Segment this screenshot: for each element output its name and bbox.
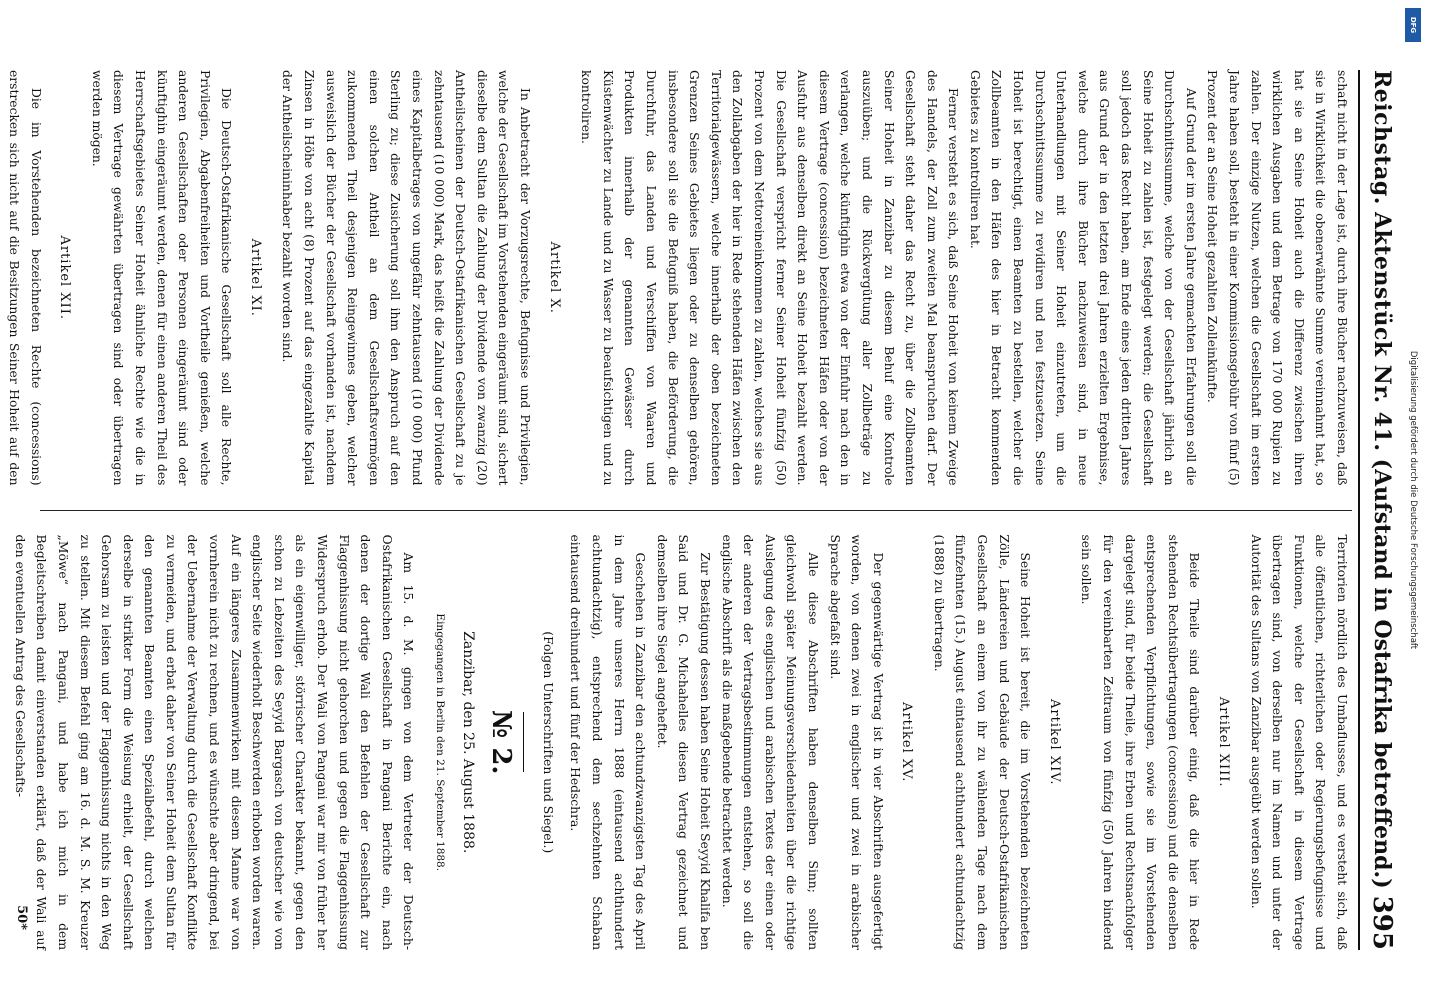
article-text: Die Deutsch-Ostafrikanische Gesellschaft soll alle Rechte, Privilegien, Abgabenfreiheiten und Vortheile genießen, welche anderen Gesellschaften oder Personen eingeräumt sind oder künftighin eingeräumt werden, denen für einen anderen Theil des Herrschaftsgebietes Seiner Hoheit ähnliche Rechte wie die in diesem Vertrage gewährten übertragen sind oder übertragen werden mögen.	[89, 70, 234, 486]
dfg-funding-text: Digitalisierung gefördert durch die Deutsche Forschungsgemeinschaft	[1408, 350, 1418, 650]
place-date: Zanzibar, den 25. August 1888.	[459, 631, 476, 854]
column-divider	[40, 510, 1352, 511]
right-paragraph: Territorien nördlich des Umbaflusses, und es versteht sich, daß alle öffentlichen, richterlichen oder Regierungsbefugnisse und Funktionen, welche der Gesellschaft in diesem Vertrage übertragen sind, von derselben nur im Namen und unter der Autorität des Sultans von Zanzibar ausgeübt werden sollen.	[1248, 534, 1349, 950]
article-heading: Artikel XII.	[57, 235, 73, 320]
page-number: 395	[1367, 895, 1397, 950]
article-heading: Artikel XIV.	[1046, 699, 1062, 786]
article-text: Seine Hoheit ist bereit, die im Vorstehenden bezeichneten Zölle, Ländereien und Gebäude der Deutsch-Ostafrikanischen Gesellschaft an einem von ihr zu wählenden Tage nach dem fünfzehnten (15.) August eintausend achthundert achtundachtzig (1888) zu übertragen.	[931, 534, 1033, 950]
article-heading: Artikel XV.	[899, 702, 915, 783]
article-text: Der gegenwärtige Vertrag ist in vier Abschriften ausgefertigt worden, von denen zwei in englischer und zwei in arabischer Sprache abgefaßt sind.	[827, 534, 885, 950]
text-columns	[6, 70, 1352, 950]
left-paragraph: schaft nicht in der Lage ist, durch ihre Bücher nachzuweisen, daß sie in Wirklichkeit die obenerwähnte Summe vereinnahmt hat, so hat sie an Seine Hoheit auch die Differenz zwischen ihren wirklichen Ausgaben und dem Betrage von 170 000 Rupien zu zahlen. Der einzige Nutzen, welchen die Gesellschaft im ersten Jahre haben soll, besteht in einer Kommissionsgebühr von fünf (5) Prozent der an Seine Hoheit gezahlten Zolleinkünfte.	[1205, 70, 1349, 486]
right-column	[12, 534, 1352, 951]
signature-mark: 50*	[14, 905, 29, 930]
separator-line	[523, 712, 524, 772]
article-text: Die im Vorstehenden bezeichneten Rechte (concessions) erstrecken sich nicht auf die Besitzungen Seiner Hoheit auf den	[6, 70, 43, 486]
dfg-logo-icon	[1405, 8, 1421, 42]
left-paragraph: Auf Grund der im ersten Jahre gemachten Erfahrungen soll die Durchschnittssumme, welche von der Gesellschaft jährlich an Seine Hoheit zu zahlen ist, festgelegt werden; die Gesellschaft soll jedoch das Recht haben, am Ende eines jeden dritten Jahres aus Grund der in den letzten drei Jahren erzielten Ergebnisse, welche durch ihre Bücher nachzuweisen sind, in neue Unterhandlungen mit Seiner Hoheit einzutreten, um die Durchschnittssumme zu revidiren und neu festzusetzen. Seine Hoheit ist berechtigt, einen Beamten zu bestellen, welcher die Zollbeamten in den Häfen des hier in Betracht kommenden Gebietes zu kontrolliren hat.	[967, 70, 1198, 486]
article-heading: Artikel X.	[546, 241, 562, 314]
left-paragraph: Ferner versteht es sich, daß Seine Hoheit von keinem Zweige des Handels, der Zoll zum zweiten Mal beanspruchen darf. Der Gesellschaft steht daher das Recht zu, über die Zollbeamten Seiner Hoheit in Zanzibar zu diesem Behuf eine Kontrole auszuüben; und die Rückvergütung aller Zollbeträge zu verlangen, welche künftighin etwa von der Einfuhr nach den in diesem Vertrage (concession) bezeichneten Häfen oder von der Ausfuhr aus denselben direkt an Seine Hoheit bezahlt werden. Die Gesellschaft verspricht ferner Seiner Hoheit fünfzig (50) Prozent von dem Nettoreineinkommen zu zahlen, welches sie aus den Zollabgaben der hier in Rede stehenden Häfen zwischen den Territorialgewässern, welche innerhalb der oben bezeichneten Grenzen Seines Gebietes liegen oder zu denselben gehören, insbesondere soll sie die Befugniß haben, die Beförderung, die Durchfuhr, das Landen und Verschiffen von Waaren und Produkten innerhalb der genannten Gewässer durch Küstenwächter zu Lande und zu Wasser zu beaufsichtigen und zu kontroliren.	[579, 70, 961, 486]
header-aktenstueck: Aktenstück Nr. 41.	[1369, 211, 1395, 452]
article-text: Beide Theile sind darüber einig, daß die hier in Rede stehenden Rechtsübertragungen (concessions) und die denselben entsprechenden Verpflichtungen, sowie sie im Vorstehenden dargelegt sind, für beide Theile, ihre Erben und Rechtsnachfolger für den vereinbarten Zeitraum von fünfzig (50) Jahren bindend sein sollen.	[1079, 534, 1202, 950]
dfg-side-label	[1404, 0, 1422, 1000]
article-heading: Artikel XI.	[247, 238, 263, 317]
letter-text: Am 15. d. M. gingen von dem Vertreter der Deutsch-Ostafrikanischen Gesellschaft in Pangani Berichte ein, nach denen der dortige Wali den Befehlen der Gesellschaft zur Flaggenhissung nicht gehorchen und gegen die Flaggenhissung Widerspruch erhob. Der Wali von Pangani war mir von früher her als ein eigenwilliger, störrischer Charakter bekannt, gegen den schon zu Lebzeiten des Seyyid Bargasch von deutscher wie von englischer Seite wiederholt Beschwerden erhoben worden waren. Auf ein längeres Zusammenwirken mit diesem Manne war von vornherein nicht zu rechnen, und es wünschte aber dringend, bei der Uebernahme der Verwaltung durch die Gesellschaft Konflikte zu vermeiden, und erbat daher von Seiner Hoheit dem Sultan für den genannten Beamten einen Spezialbefehl, durch welchen derselbe in strikter Form die Weisung erhielt, der Gesellschaft Gehorsam zu leisten und der Flaggenhissung nichts in den Weg zu stellen. Mit diesem Befehl ging am 16. d. M. S. M. Kreuzer „Möwe“ nach Pangani, und habe ich mich in dem Begleitschreiben damit einverstanden erklärt, daß der Wali auf den eventuellen Antrag des Gesellschafts-	[12, 534, 416, 950]
article-text: Geschehen in Zanzibar den achtundzwanzigsten Tag des April in dem Jahre unseres Herrn 1888 (eintausend achthundert achtundachtzig), entsprechend dem sechzehnten Schaban eintausend dreihundert und fünf der Hedschra.	[568, 534, 648, 950]
article-text: Alle diese Abschriften haben denselben Sinn; sollten gleichwohl später Meinungsverschiedenheiten über die richtige Auslegung des englischen und arabischen Textes der einen oder der anderen der Vertragsbestimmungen entstehen, so soll die englische Abschrift als die maßgebende betrachtet werden.	[719, 534, 820, 950]
article-text: In Anbetracht der Vorzugsrechte, Befugnisse und Privilegien, welche der Gesellschaft im Vorstehenden eingeräumt sind, sichert dieselbe dem Sultan die Zahlung der Dividende von zwanzig (20) Antheilscheinen der Deutsch-Ostafrikanischen Gesellschaft zu je zehntausend (10 000) Mark, das heißt die Zahlung der Dividende eines Kapitalbetrages von ungefähr zehntausend (10 000) Pfund Sterling zu; diese Zusicherung soll ihm den Anspruch auf den einen solchen Antheil an dem Gesellschaftsvermögen zukommenden Theil desjenigen Reingewinnes geben, welcher ausweislich der Bücher der Gesellschaft vorhanden ist, nachdem Zinsen in Höhe von acht (8) Prozent auf das eingezahlte Kapital der Antheilscheininhaber bezahlt worden sind.	[280, 70, 533, 486]
header-subject: (Aufstand in Ostafrika betreffend.)	[1369, 458, 1395, 889]
received-note: Eingegangen in Berlin den 21. September 1888.	[434, 613, 447, 872]
signatures-note: (Folgen Unterschriften und Siegel.)	[540, 631, 555, 854]
page-header	[1358, 70, 1404, 950]
left-column	[6, 70, 1352, 486]
article-text: Zur Bestätigung dessen haben Seine Hoheit Seyyid Khalifa ben Said und Dr. G. Michahelles diesen Vertrag gezeichnet und demselben ihre Siegel angeheftet.	[654, 534, 712, 950]
article-heading: Artikel XIII.	[1216, 696, 1232, 788]
header-reichstag: Reichstag.	[1369, 70, 1395, 205]
document-number: № 2.	[486, 710, 517, 775]
dfg-logo-text: DFG	[1409, 16, 1417, 34]
